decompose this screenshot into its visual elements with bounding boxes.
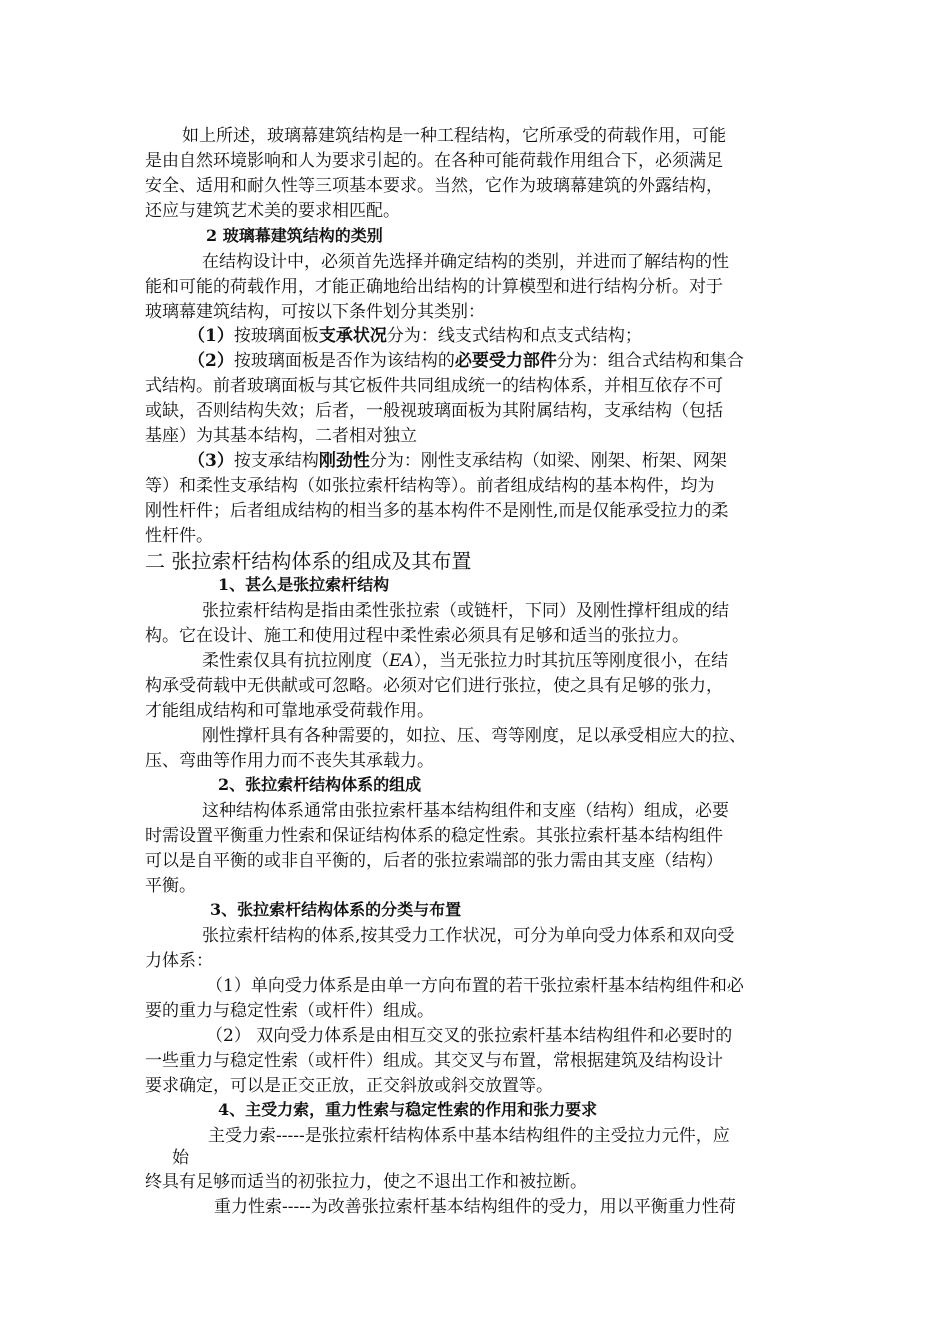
subsection-heading: 4、主受力索，重力性索与稳定性索的作用和张力要求 bbox=[218, 1100, 598, 1119]
paragraph-line: 性杆件。 bbox=[145, 526, 213, 546]
paragraph-line: 刚性撑杆具有各种需要的，如拉、压、弯等刚度，足以承受相应大的拉、 bbox=[202, 726, 746, 746]
paragraph-line: 力体系： bbox=[145, 951, 213, 971]
paragraph-line: 构承受荷载中无供献或可忽略。必须对它们进行张拉，使之具有足够的张力， bbox=[145, 676, 723, 696]
paragraph-line: 玻璃幕建筑结构，可按以下条件划分其类别： bbox=[145, 302, 485, 322]
paragraph-line: 要求确定，可以是正交正放，正交斜放或斜交放置等。 bbox=[145, 1076, 553, 1096]
paragraph-line: 能和可能的荷载作用，才能正确地给出结构的计算模型和进行结构分析。对于 bbox=[145, 277, 723, 297]
paragraph-line: 是由自然环境影响和人为要求引起的。在各种可能荷载作用组合下，必须满足 bbox=[145, 151, 723, 171]
paragraph-line: 还应与建筑艺术美的要求相匹配。 bbox=[145, 201, 400, 221]
paragraph-line: （1）单向受力体系是由单一方向布置的若干张拉索杆基本结构组件和必 bbox=[206, 976, 744, 996]
subsection-heading: 2、张拉索杆结构体系的组成 bbox=[218, 775, 422, 794]
item-number: （2） bbox=[188, 351, 234, 371]
bold-term: 必要受力部件 bbox=[454, 351, 557, 371]
paragraph-line: 在结构设计中，必须首先选择并确定结构的类别，并进而了解结构的性 bbox=[202, 252, 729, 272]
paragraph-line: 要的重力与稳定性索（或杆件）组成。 bbox=[145, 1001, 434, 1021]
paragraph-line: 如上所述，玻璃幕建筑结构是一种工程结构，它所承受的荷载作用，可能 bbox=[182, 126, 726, 146]
paragraph-line: （2） 双向受力体系是由相互交叉的张拉索杆基本结构组件和必要时的 bbox=[206, 1026, 733, 1046]
paragraph-line: 张拉索杆结构的体系,按其受力工作状况，可分为单向受力体系和双向受 bbox=[202, 926, 735, 946]
subsection-heading: 1、甚么是张拉索杆结构 bbox=[218, 575, 390, 594]
paragraph-line: 压、弯曲等作用力而不丧失其承载力。 bbox=[145, 751, 434, 771]
list-item: （3）按支承结构刚劲性分为：刚性支承结构（如梁、刚架、桁架、网架 bbox=[188, 451, 727, 471]
item-number: （3） bbox=[188, 451, 234, 471]
bold-term: 支承状况 bbox=[318, 326, 387, 346]
paragraph-line: 这种结构体系通常由张拉索杆基本结构组件和支座（结构）组成，必要 bbox=[202, 801, 729, 821]
subsection-heading: 3、张拉索杆结构体系的分类与布置 bbox=[210, 900, 462, 919]
paragraph-line: 等）和柔性支承结构（如张拉索杆结构等）。前者组成结构的基本构件，均为 bbox=[145, 476, 715, 496]
paragraph-line: 构。它在设计、施工和使用过程中柔性索必须具有足够和适当的张拉力。 bbox=[145, 626, 689, 646]
list-item: （2）按玻璃面板是否作为该结构的必要受力部件分为：组合式结构和集合 bbox=[188, 351, 744, 371]
paragraph-line: 主受力索-----是张拉索杆结构体系中基本结构组件的主受拉力元件，应 bbox=[208, 1126, 730, 1146]
paragraph-line: 刚性杆件；后者组成结构的相当多的基本构件不是刚性,而是仅能承受拉力的柔 bbox=[145, 501, 729, 521]
paragraph-line: 基座）为其基本结构，二者相对独立 bbox=[145, 426, 417, 446]
paragraph-line: 式结构。前者玻璃面板与其它板件共同组成统一的结构体系，并相互依存不可 bbox=[145, 376, 723, 396]
item-number: （1） bbox=[188, 326, 234, 346]
paragraph-line: 始 bbox=[172, 1148, 189, 1168]
paragraph-line: 柔性索仅具有抗拉刚度（EA），当无张拉力时其抗压等刚度很小，在结 bbox=[202, 651, 729, 671]
paragraph-line: 可以是自平衡的或非自平衡的，后者的张拉索端部的张力需由其支座（结构） bbox=[145, 851, 723, 871]
paragraph-line: 或缺，否则结构失效；后者，一般视玻璃面板为其附属结构，支承结构（包括 bbox=[145, 401, 723, 421]
paragraph-line: 终具有足够而适当的初张拉力，使之不退出工作和被拉断。 bbox=[145, 1172, 587, 1192]
section-heading: 2 玻璃幕建筑结构的类别 bbox=[206, 226, 383, 245]
paragraph-line: 才能组成结构和可靠地承受荷载作用。 bbox=[145, 701, 434, 721]
paragraph-line: 时需设置平衡重力性索和保证结构体系的稳定性索。其张拉索杆基本结构组件 bbox=[145, 826, 723, 846]
paragraph-line: 张拉索杆结构是指由柔性张拉索（或链杆，下同）及刚性撑杆组成的结 bbox=[202, 601, 729, 621]
bold-term: 刚劲性 bbox=[318, 451, 370, 471]
paragraph-line: 一些重力与稳定性索（或杆件）组成。其交叉与布置，常根据建筑及结构设计 bbox=[145, 1051, 723, 1071]
list-item: （1）按玻璃面板支承状况分为：线支式结构和点支式结构； bbox=[188, 326, 642, 346]
paragraph-line: 重力性索-----为改善张拉索杆基本结构组件的受力，用以平衡重力性荷 bbox=[214, 1197, 736, 1217]
paragraph-line: 平衡。 bbox=[145, 876, 196, 896]
paragraph-line: 安全、适用和耐久性等三项基本要求。当然，它作为玻璃幕建筑的外露结构， bbox=[145, 176, 723, 196]
chapter-heading: 二 张拉索杆结构体系的组成及其布置 bbox=[145, 549, 472, 573]
italic-symbol: EA bbox=[389, 651, 414, 671]
